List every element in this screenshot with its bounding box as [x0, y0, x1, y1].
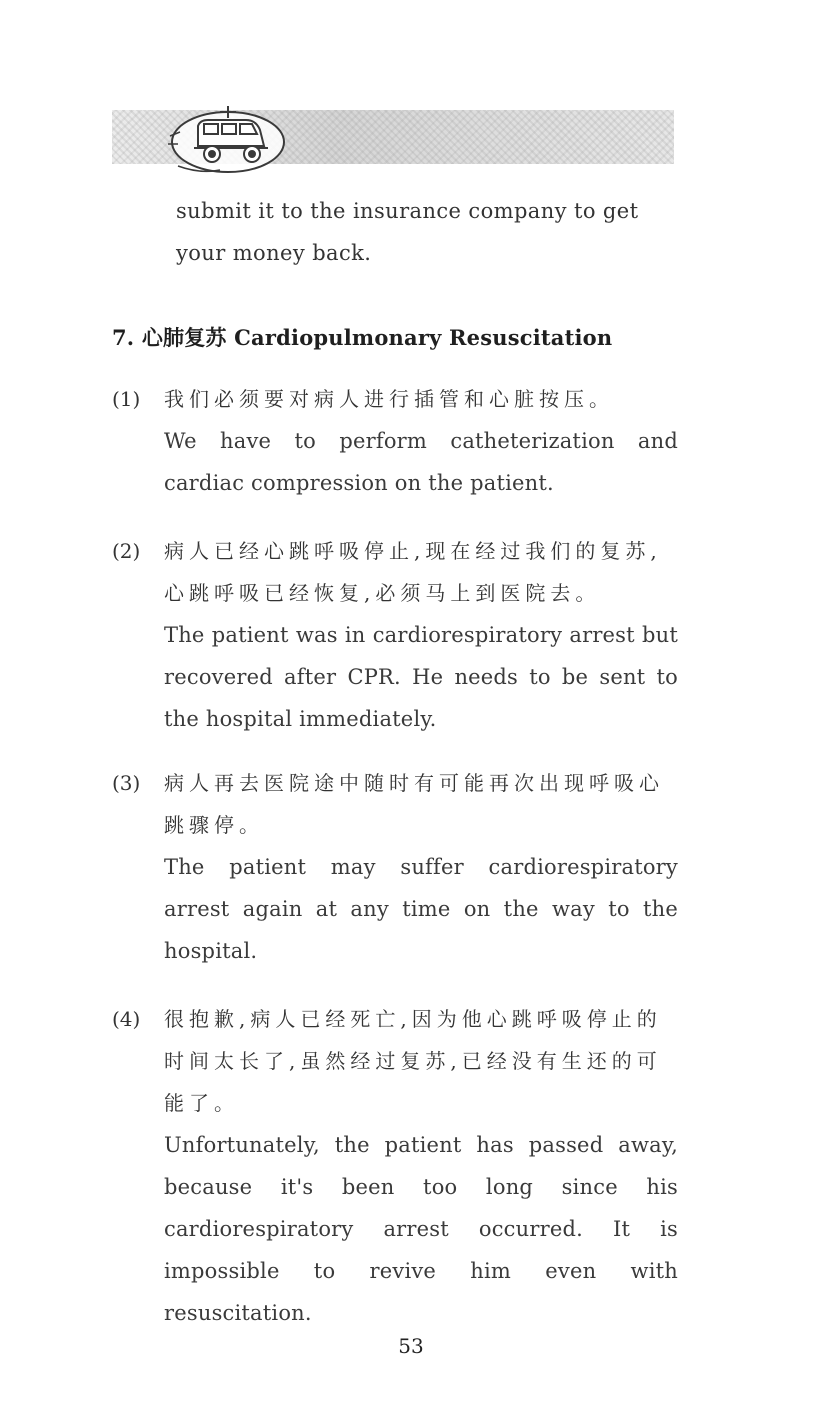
item-number: (1)	[112, 387, 141, 411]
ambulance-icon	[160, 96, 290, 180]
header-banner	[112, 96, 674, 176]
english-translation: Unfortunately, the patient has passed away, because it's been too long since his cardiorespiratory arrest occurred. It is impossible to revive him even with resuscitation.	[164, 1133, 678, 1325]
continuation-paragraph: submit it to the insurance company to get your money back.	[176, 199, 639, 265]
chinese-sentence: 病人再去医院途中随时有可能再次出现呼吸心跳骤停。	[164, 771, 664, 837]
chinese-sentence: 病人已经心跳呼吸停止,现在经过我们的复苏,心跳呼吸已经恢复,必须马上到医院去。	[164, 539, 662, 605]
item-number: (3)	[112, 771, 141, 795]
chinese-sentence: 很抱歉,病人已经死亡,因为他心跳呼吸停止的时间太长了,虽然经过复苏,已经没有生还的可能了。	[164, 1007, 662, 1115]
english-translation: The patient was in cardiorespiratory arrest but recovered after CPR. He needs to be sent to the hospital immediately.	[164, 623, 678, 731]
item-number: (2)	[112, 539, 141, 563]
page-number: 53	[398, 1334, 424, 1358]
english-translation: The patient may suffer cardiorespiratory arrest again at any time on the way to the hospital.	[164, 855, 678, 963]
chinese-sentence: 我们必须要对病人进行插管和心脏按压。	[164, 387, 614, 411]
english-translation: We have to perform catheterization and cardiac compression on the patient.	[164, 429, 678, 495]
section-title: 7. 心肺复苏 Cardiopulmonary Resuscitation	[112, 325, 613, 350]
item-number: (4)	[112, 1007, 141, 1031]
